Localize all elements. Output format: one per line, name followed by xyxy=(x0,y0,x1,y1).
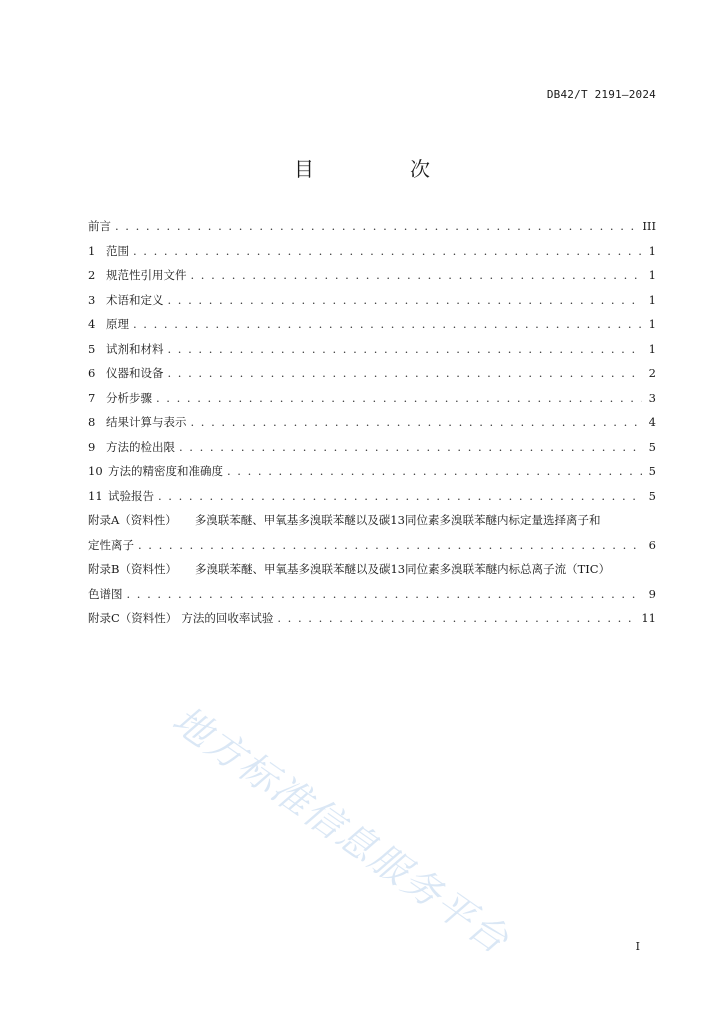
toc-entry[interactable] xyxy=(88,488,656,513)
toc-leader-dots xyxy=(191,414,643,430)
toc-leader-dots xyxy=(168,341,643,357)
toc-section-number: 3 xyxy=(88,292,96,307)
toc-page-number: III xyxy=(642,219,656,233)
toc-section-number: 4 xyxy=(88,317,96,331)
toc-section-number: 1 xyxy=(88,243,96,258)
toc-section-number: 6 xyxy=(88,366,96,380)
toc-entry[interactable] xyxy=(88,341,656,366)
toc-leader-dots xyxy=(227,463,642,479)
toc-label: 仪器和设备 xyxy=(106,366,164,380)
toc-leader-dots xyxy=(158,488,642,504)
toc-entry[interactable] xyxy=(88,267,656,292)
appendix-title: 多溴联苯醚、甲氧基多溴联苯醚以及碳13同位素多溴联苯醚内标总离子流（TIC） xyxy=(194,562,611,576)
appendix-prefix: 附录B（资料性） xyxy=(88,562,177,576)
toc-leader-dots xyxy=(156,390,642,406)
toc-entry[interactable] xyxy=(88,390,656,415)
toc-section-number: 10 xyxy=(88,464,103,478)
toc-label: 规范性引用文件 xyxy=(106,268,187,282)
toc-leader-dots xyxy=(277,610,637,626)
toc-entry-appendix-b[interactable] xyxy=(88,561,656,610)
toc-section-number: 7 xyxy=(88,390,96,405)
toc-entry[interactable] xyxy=(88,439,656,464)
standard-code: DB42/T 2191—2024 xyxy=(546,88,656,101)
toc-label: 原理 xyxy=(106,317,129,331)
page-title: 目 次 xyxy=(294,157,468,181)
toc-leader-dots xyxy=(133,243,642,259)
toc-label: 方法的精密度和准确度 xyxy=(108,464,223,478)
appendix-title-continued: 色谱图 xyxy=(88,586,123,601)
toc-section-number: 2 xyxy=(88,268,96,282)
toc-page-number: 3 xyxy=(648,390,656,405)
toc-entry-preface[interactable] xyxy=(88,218,656,243)
toc-section-number: 8 xyxy=(88,415,96,429)
toc-leader-dots xyxy=(191,267,643,283)
toc-entry[interactable] xyxy=(88,243,656,268)
appendix-prefix: 附录C（资料性） xyxy=(88,611,178,625)
appendix-prefix: 附录A（资料性） xyxy=(88,513,177,527)
toc-page-number: 5 xyxy=(648,464,656,478)
toc-label: 试剂和材料 xyxy=(106,341,164,356)
toc-page-number: 2 xyxy=(648,366,656,380)
toc-entry[interactable] xyxy=(88,414,656,439)
toc-leader-dots xyxy=(115,218,638,234)
toc-label: 术语和定义 xyxy=(106,292,164,307)
toc-page-number: 9 xyxy=(648,586,656,601)
toc-section-number: 5 xyxy=(88,341,96,356)
toc-leader-dots xyxy=(168,292,643,308)
appendix-title: 多溴联苯醚、甲氧基多溴联苯醚以及碳13同位素多溴联苯醚内标定量选择离子和 xyxy=(194,513,601,527)
appendix-title: 方法的回收率试验 xyxy=(181,611,274,625)
toc-label: 前言 xyxy=(88,219,111,233)
toc-page-number: 1 xyxy=(648,317,656,331)
toc-leader-dots xyxy=(168,365,643,381)
toc-page-number: 1 xyxy=(648,292,656,307)
toc-entry-appendix-a[interactable] xyxy=(88,512,656,561)
appendix-title-continued: 定性离子 xyxy=(88,537,134,552)
toc-page-number: 6 xyxy=(648,537,656,552)
toc-entry[interactable] xyxy=(88,292,656,317)
toc-page-number: 11 xyxy=(641,611,656,625)
toc-entry-appendix-c[interactable] xyxy=(88,610,656,635)
toc-entry[interactable] xyxy=(88,365,656,390)
toc-leader-dots xyxy=(133,316,642,332)
toc-leader-dots xyxy=(179,439,642,455)
toc-leader-dots xyxy=(127,586,643,602)
footer-page-number: I xyxy=(635,940,640,953)
toc-entry[interactable] xyxy=(88,463,656,488)
toc-page-number: 1 xyxy=(648,268,656,282)
toc-section-number: 11 xyxy=(88,488,103,503)
toc-leader-dots xyxy=(138,537,642,553)
watermark-text: 地方标准信息服务平台 xyxy=(164,697,518,963)
toc-page-number: 1 xyxy=(648,243,656,258)
toc-label: 范围 xyxy=(106,243,129,258)
table-of-contents xyxy=(88,218,656,635)
toc-label: 方法的检出限 xyxy=(106,439,175,454)
toc-label: 分析步骤 xyxy=(106,390,152,405)
toc-label: 结果计算与表示 xyxy=(106,415,187,429)
toc-label: 试验报告 xyxy=(108,488,154,503)
toc-page-number: 4 xyxy=(648,415,656,429)
toc-section-number: 9 xyxy=(88,439,96,454)
toc-entry[interactable] xyxy=(88,316,656,341)
toc-page-number: 1 xyxy=(648,341,656,356)
toc-page-number: 5 xyxy=(648,439,656,454)
toc-page-number: 5 xyxy=(648,488,656,503)
